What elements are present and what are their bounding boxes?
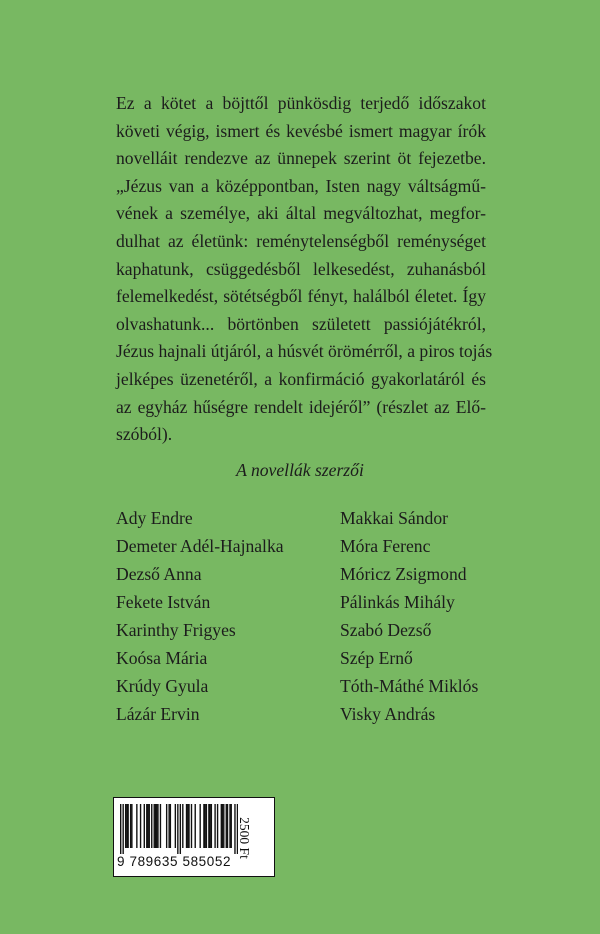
authors-list-left [116, 504, 284, 728]
price-label: 2500 Ft [237, 817, 252, 859]
barcode-bar [127, 804, 128, 848]
author-name: Pálinkás Mihály [340, 592, 455, 612]
barcode-bar [227, 804, 228, 848]
barcode-bar [154, 804, 155, 848]
barcode-bar [130, 804, 131, 848]
author-name: Visky András [340, 704, 436, 724]
barcode-bar [186, 804, 187, 848]
author-name: Fekete István [116, 592, 211, 612]
author-name: Móra Ferenc [340, 536, 431, 556]
barcode-bar [231, 804, 232, 848]
barcode-bar [199, 804, 200, 848]
barcode-bar [140, 804, 141, 848]
barcode-bar [223, 804, 224, 848]
barcode-bar [146, 804, 147, 848]
blurb-line: olvashatunk... börtönben született passiójátékról, [116, 313, 486, 334]
author-name: Móricz Zsigmond [340, 564, 467, 584]
barcode-bar [122, 804, 123, 854]
author-name: Szép Ernő [340, 648, 413, 668]
author-name: Makkai Sándor [340, 508, 448, 528]
barcode-bar [221, 804, 222, 848]
author-name: Tóth-Máthé Miklós [340, 676, 479, 696]
barcode-bar [149, 804, 150, 848]
barcode-bar [206, 804, 207, 848]
barcode-bar [120, 804, 121, 854]
barcode-bar [191, 804, 192, 848]
barcode-bar [136, 804, 137, 848]
barcode-bar [229, 804, 230, 848]
barcode-bar [195, 804, 196, 848]
barcode-bar [144, 804, 145, 848]
blurb-line: kaphatunk, csüggedésből lelkesedést, zuhanásból [116, 258, 486, 279]
blurb-line: szóból). [116, 424, 173, 445]
blurb-line: az egyház hűségre rendelt idejéről” (részlet az Elő- [116, 396, 486, 417]
barcode-bar [182, 804, 183, 848]
barcode-bar [187, 804, 188, 848]
barcode-bar [151, 804, 152, 848]
blurb-line: Ez a kötet a böjttől pünkösdig terjedő időszakot [116, 93, 486, 113]
barcode-bar [131, 804, 132, 848]
blurb-line: jelképes üzenetéről, a konfirmáció gyakorlatáról és [116, 368, 486, 389]
barcode-bar [170, 804, 171, 848]
barcode-bar [217, 804, 218, 848]
barcode-bar [226, 804, 227, 848]
author-name: Karinthy Frigyes [116, 620, 236, 640]
barcode-bar [211, 804, 212, 848]
barcode-bar [209, 804, 210, 848]
barcode-bar [126, 804, 127, 848]
blurb-line: „Jézus van a középpontban, Isten nagy váltságmű- [116, 175, 486, 196]
barcode-bar [214, 804, 215, 848]
author-name: Ady Endre [116, 508, 193, 528]
isbn-digits: 9 789635 585052 [117, 854, 232, 869]
isbn-barcode-label [113, 797, 275, 877]
author-name: Krúdy Gyula [116, 676, 209, 696]
barcode-bars [120, 804, 238, 854]
author-name: Koósa Mária [116, 648, 208, 668]
author-name: Demeter Adél-Hajnalka [116, 536, 284, 556]
barcode-bar [188, 804, 189, 848]
authors-heading: A novellák szerzői [236, 460, 364, 480]
barcode-bar [204, 804, 205, 848]
barcode-bar [166, 804, 167, 848]
blurb-line: vének a személye, aki által megváltozhat, megfor- [116, 203, 486, 224]
blurb-line: követi végig, ismert és kevésbé ismert magyar írók [116, 120, 486, 141]
author-name: Dezső Anna [116, 564, 202, 584]
author-name: Szabó Dezső [340, 620, 432, 640]
barcode-bar [155, 804, 156, 848]
blurb-line: novelláit rendezve az ünnepek szerint öt fejezetbe. [116, 148, 486, 169]
barcode-bar [168, 804, 169, 848]
authors-list-right [340, 504, 478, 728]
blurb-line: dulhat az életünk: reménytelenségből reménységet [116, 230, 486, 251]
blurb-line: Jézus hajnali útjáról, a húsvét örömérről, a piros tojás [116, 341, 493, 362]
barcode-bar [177, 804, 178, 854]
barcode-bar [125, 804, 126, 848]
barcode-bar [180, 804, 181, 854]
barcode-bar [160, 804, 161, 848]
barcode-bar [175, 804, 176, 848]
barcode-bar [203, 804, 204, 848]
blurb-line: felemelkedést, sötétségből fényt, halálból életet. Így [116, 286, 486, 307]
barcode-bar [222, 804, 223, 848]
barcode-bar [147, 804, 148, 848]
author-name: Lázár Ervin [116, 704, 200, 724]
barcode-bar [208, 804, 209, 848]
barcode-bar [156, 804, 157, 848]
barcode-bar [157, 804, 158, 848]
back-cover-blurb [116, 90, 493, 449]
